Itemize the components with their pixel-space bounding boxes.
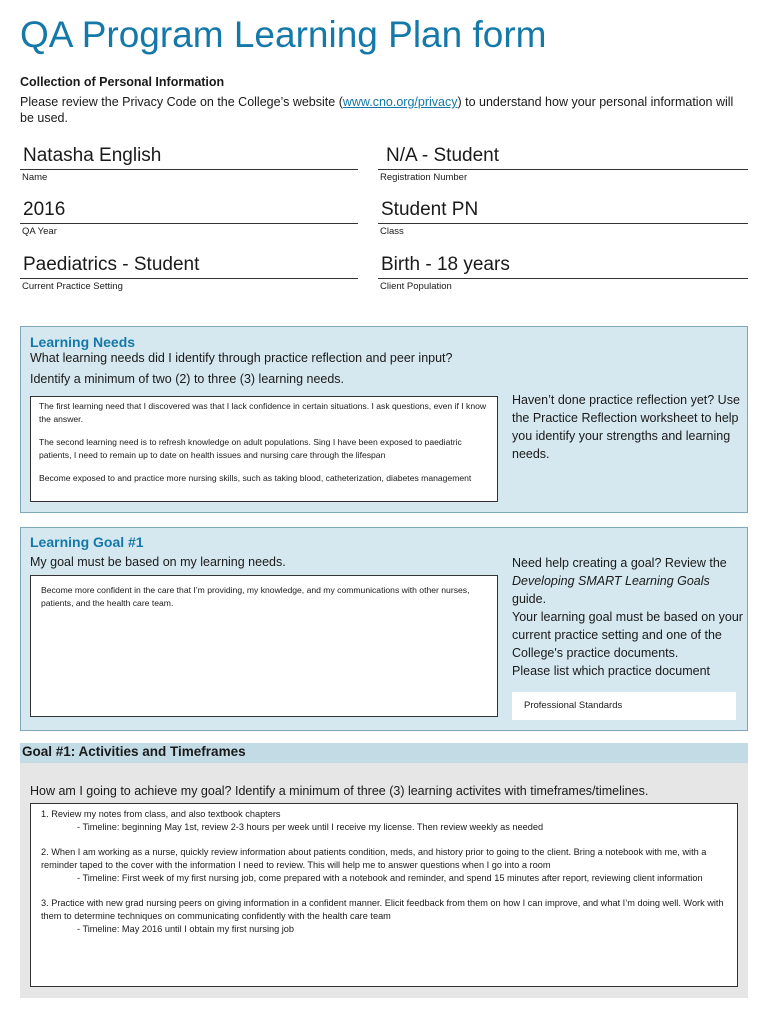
practice-setting-value[interactable]: Paediatrics - Student (23, 254, 200, 275)
collection-heading: Collection of Personal Information (20, 75, 225, 89)
class-field[interactable] (378, 197, 748, 237)
activities-prompt: How am I going to achieve my goal? Identify a minimum of three (3) learning activites with timeframes/timelines. (30, 784, 649, 798)
registration-underline (378, 169, 748, 170)
activity-timeline: - Timeline: First week of my first nursing job, come prepared with a notebook and reminder, and spend 15 minutes after report, reviewing client information (77, 873, 703, 883)
learning-goal-instruction: My goal must be based on my learning needs. (30, 555, 286, 569)
activity-item (41, 897, 727, 936)
practice-setting-underline (20, 278, 358, 279)
registration-label: Registration Number (380, 172, 468, 183)
privacy-notice (20, 94, 740, 126)
registration-field[interactable] (378, 143, 748, 183)
smart-hint-suffix: guide. (512, 592, 547, 606)
privacy-text-before: Please review the Privacy Code on the College’s website ( (20, 95, 343, 109)
practice-reflection-hint: Haven’t done practice reflection yet? Use the Practice Reflection worksheet to help you identify your strengths and learning needs. (512, 393, 740, 461)
learning-need-2: The second learning need is to refresh knowledge on adult populations. Sing I have been exposed to paediatric patients, I need to remain up to date on health issues and nursing care through the lifespan (39, 437, 462, 460)
activity-text: 3. Practice with new grad nursing peers on giving information in a confident manner. Elicit feedback from them on how I can improve, and what I’m doing well. Work with them to determine techniques on communicating confidently with the health care team (41, 898, 724, 921)
smart-guide-name: Developing SMART Learning Goals (512, 574, 710, 588)
activity-item (41, 808, 727, 834)
practice-document-hint: Your learning goal must be based on your current practice setting and one of the College's practice documents. (512, 610, 743, 660)
learning-needs-title: Learning Needs (30, 334, 136, 350)
practice-setting-label: Current Practice Setting (22, 281, 123, 292)
client-population-label: Client Population (380, 281, 452, 292)
activities-answer-box[interactable] (30, 803, 738, 987)
name-label: Name (22, 172, 48, 183)
class-value[interactable]: Student PN (381, 199, 479, 220)
activity-item (41, 846, 727, 885)
page-title: QA Program Learning Plan form (20, 14, 547, 55)
smart-hint-prefix: Need help creating a goal? Review the (512, 556, 727, 570)
smart-goals-hint-line1 (512, 554, 744, 608)
privacy-link[interactable]: www.cno.org/privacy (342, 95, 458, 109)
client-population-value[interactable]: Birth - 18 years (381, 254, 510, 275)
privacy-text-after: ) to understand how your personal information will be used. (20, 95, 734, 125)
practice-setting-field[interactable] (20, 252, 358, 292)
learning-need-1: The first learning need that I discovered was that I lack confidence in certain situations. I ask questions, even if I know the answer. (39, 401, 487, 424)
learning-needs-question: What learning needs did I identify through practice reflection and peer input? (30, 351, 453, 365)
qa-year-underline (20, 223, 358, 224)
activities-header: Goal #1: Activities and Timeframes (20, 743, 748, 763)
qa-year-field[interactable] (20, 197, 358, 237)
activity-text: 2. When I am working as a nurse, quickly review information about patients condition, meds, and history prior to going to the client. Bring a notebook with me, with a reminder taped to the cover with the information I need to review. This will help me to answer questions when I go into a room (41, 847, 707, 870)
learning-needs-answer-box[interactable] (30, 396, 498, 502)
qa-year-value[interactable]: 2016 (23, 199, 66, 220)
learning-goal-answer-box[interactable] (30, 575, 498, 717)
learning-goal-answer: Become more confident in the care that I’m providing, my knowledge, and my communications with other nurses, patients, and the health care team. (41, 585, 470, 608)
practice-document-prompt: Please list which practice document (512, 664, 711, 678)
activity-text: 1. Review my notes from class, and also textbook chapters (41, 809, 281, 819)
activity-timeline: - Timeline: May 2016 until I obtain my first nursing job (77, 924, 295, 934)
name-value[interactable]: Natasha English (23, 145, 162, 166)
client-population-underline (378, 278, 748, 279)
class-underline (378, 223, 748, 224)
practice-document-input[interactable]: Professional Standards (512, 692, 736, 720)
learning-goal-title: Learning Goal #1 (30, 534, 144, 550)
name-underline (20, 169, 358, 170)
smart-goals-hint (512, 554, 744, 680)
name-field[interactable] (20, 143, 358, 183)
learning-need-3: Become exposed to and practice more nursing skills, such as taking blood, catheterization, diabetes management (39, 473, 472, 483)
qa-year-label: QA Year (22, 226, 57, 237)
learning-needs-instruction: Identify a minimum of two (2) to three (3) learning needs. (30, 372, 345, 386)
registration-value[interactable]: N/A - Student (386, 145, 500, 166)
class-label: Class (380, 226, 404, 237)
activity-timeline: - Timeline: beginning May 1st, review 2-3 hours per week until I receive my license. Then review weekly as needed (77, 822, 544, 832)
client-population-field[interactable] (378, 252, 748, 292)
